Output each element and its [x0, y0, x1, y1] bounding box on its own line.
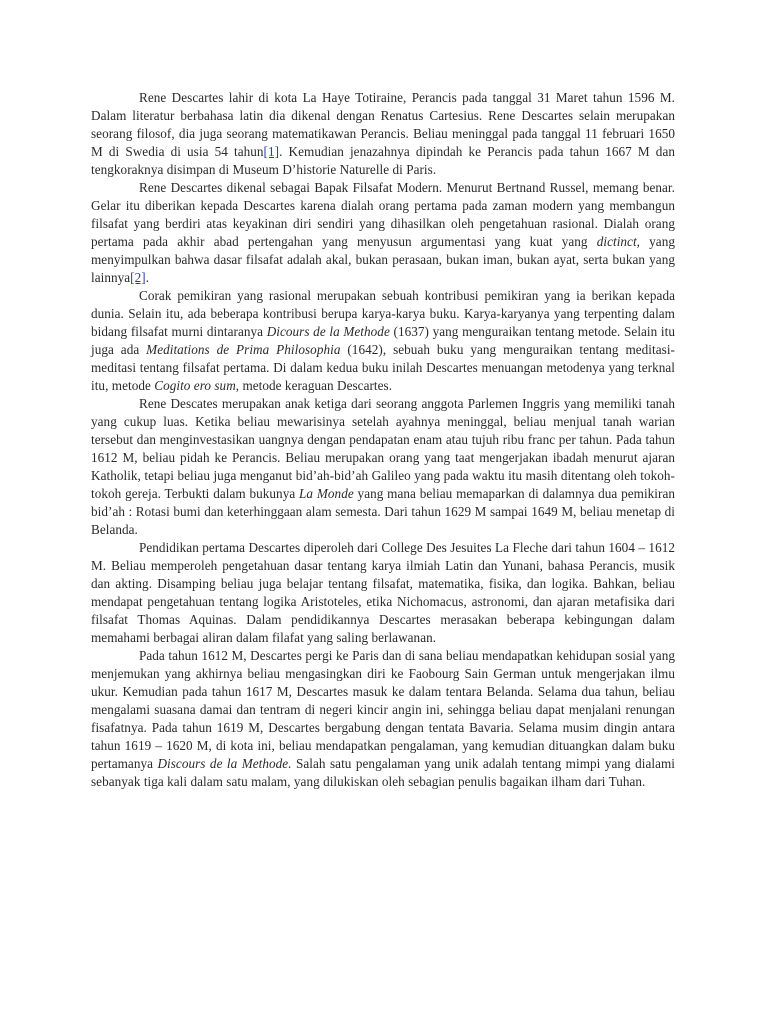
paragraph-text: Pendidikan pertama Descartes diperoleh dari College Des Jesuites La Fleche dari tahun 1604 – 1612 M. Beliau memperoleh pengetahuan dasar tentang karya ilmiah Latin dan Yunani, bahasa Perancis, musik dan akting. Disamping beliau juga belajar tentang filsafat, matematika, fisika, dan logika. Bahkan, beliau mendapat pengetahuan tentang logika Aristoteles, etika Nichomacus, astronomi, dan ajaran metafisika dari filsafat Thomas Aquinas. Dalam pendidikannya Descartes merasakan beberapa kebingungan dalam memahami berbagai aliran dalam filafat yang saling berlawanan.	[91, 540, 675, 645]
book-title: Discours de la Methode.	[157, 756, 292, 771]
paragraph-text: Salah satu pengalaman yang unik adalah tentang mimpi yang dialami sebanyak tiga kali dalam satu malam, yang dilukiskan oleh sebagian penulis bagaikan ilham dari Tuhan.	[91, 756, 675, 789]
paragraph-paris	[91, 647, 675, 791]
paragraph-text: yang menyimpulkan bahwa dasar filsafat adalah akal, bukan perasaan, bukan iman, bukan ayat, serta bukan yang lainnya	[91, 234, 675, 285]
paragraph-text: (1637) yang menguraikan tentang metode. Selain itu juga ada	[91, 324, 676, 357]
paragraph-text: Rene Descartes lahir di kota La Haye Totiraine, Perancis pada tanggal 31 Maret tahun 1596 M. Dalam literatur berbahasa latin dia dikenal dengan Renatus Cartesius. Rene Descartes selain merupakan seorang filosof, dia juga seorang matematikawan Perancis. Beliau meninggal pada tanggal 11 februari 1650 M di Swedia di usia 54 tahun	[91, 90, 675, 159]
paragraph-works	[91, 287, 675, 395]
italic-term: Cogito ero sum	[154, 378, 236, 393]
book-title: Dicours de la Methode	[266, 324, 390, 339]
paragraph-text: yang mana beliau memaparkan di dalamnya dua pemikiran bid’ah : Rotasi bumi dan keterhinggaan alam semesta. Dari tahun 1629 M sampai 1649 M, beliau menetap di Belanda.	[91, 486, 675, 537]
italic-term: dictinct,	[596, 234, 641, 249]
footnote-link-1[interactable]: [1]	[263, 144, 280, 159]
paragraph-text: Rene Descartes dikenal sebagai Bapak Filsafat Modern. Menurut Bertnand Russel, memang benar. Gelar itu diberikan kepada Descartes karena dialah orang pertama pada zaman modern yang membangun filsafat yang berdiri atas keyakinan diri sendiri yang dihasilkan oleh pengetahuan rasional. Dialah orang pertama pada akhir abad pertengahan yang menyusun argumentasi yang kuat yang	[91, 180, 675, 249]
paragraph-text: .	[145, 270, 150, 285]
paragraph-education	[91, 539, 675, 647]
book-title: La Monde	[299, 486, 354, 501]
footnote-link-2[interactable]: [2]	[130, 270, 146, 285]
paragraph-family	[91, 395, 675, 539]
paragraph-text: . Kemudian jenazahnya dipindah ke Perancis pada tahun 1667 M dan tengkoraknya disimpan di Museum D’historie Naturelle di Paris.	[91, 144, 675, 177]
paragraph-text: Corak pemikiran yang rasional merupakan sebuah kontribusi pemikiran yang ia berikan kepada dunia. Selain itu, ada beberapa kontribusi berupa karya-karya buku. Karya-karyanya yang terpenting dalam bidang filsafat murni dintaranya	[91, 288, 675, 339]
book-title: Meditations de Prima Philosophia	[146, 342, 341, 357]
paragraph-text: Rene Descates merupakan anak ketiga dari seorang anggota Parlemen Inggris yang memiliki tanah yang cukup luas. Ketika beliau mewarisinya setelah ayahnya meninggal, beliau menjual tanah warian tersebut dan menginvestasikan uangnya dengan pendapatan enam atau tujuh ribu franc per tahun. Pada tahun 1612 M, beliau pidah ke Perancis. Beliau merupakan orang yang taat mengerjakan ibadah menurut ajaran Katholik, tetapi beliau juga menganut bid’ah-bid’ah Galileo yang pada waktu itu masih ditentang oleh tokoh-tokoh gereja. Terbukti dalam bukunya	[91, 396, 675, 501]
document-body	[91, 89, 675, 791]
paragraph-text: , metode keraguan Descartes.	[235, 378, 393, 393]
paragraph-text: (1642), sebuah buku yang menguraikan tentang meditasi-meditasi tentang filsafat pertama. Di dalam kedua buku inilah Descartes menuangan metodenya yang terknal itu, metode	[91, 342, 675, 393]
paragraph-modern-philosophy	[91, 179, 675, 287]
paragraph-birth	[91, 89, 675, 179]
paragraph-text: Pada tahun 1612 M, Descartes pergi ke Paris dan di sana beliau mendapatkan kehidupan sosial yang menjemukan yang akhirnya beliau mengasingkan diri ke Faobourg Sain German untuk mengerjakan ilmu ukur. Kemudian pada tahun 1617 M, Descartes masuk ke dalam tentara Belanda. Selama dua tahun, beliau mengalami suasana damai dan tentram di negeri kincir angin ini, sehingga beliau dapat menjalani renungan fisafatnya. Pada tahun 1619 M, Descartes bergabung dengan tentata Bavaria. Selama musim dingin antara tahun 1619 – 1620 M, di kota ini, beliau mendapatkan pengalaman, yang kemudian dituangkan dalam buku pertamanya	[91, 648, 675, 771]
